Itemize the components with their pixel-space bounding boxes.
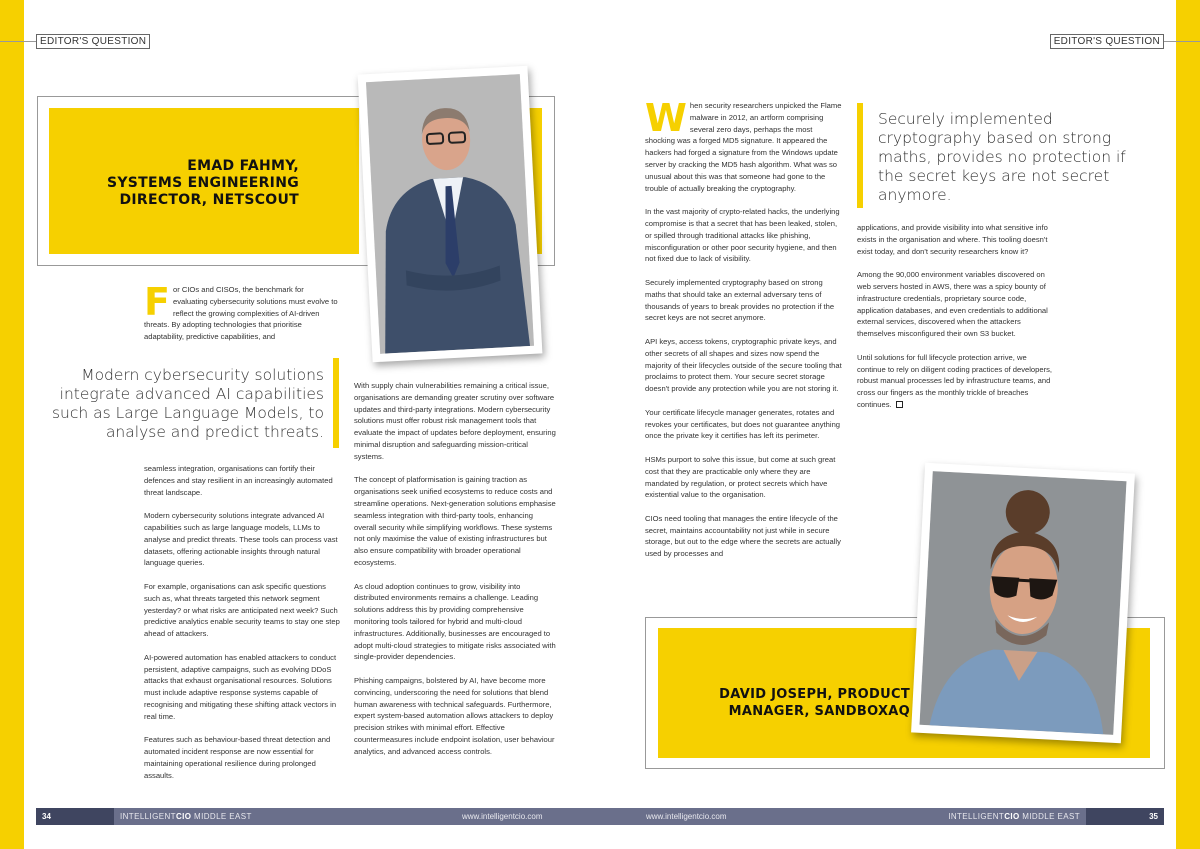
section-tag: EDITOR'S QUESTION [36, 34, 150, 49]
person-name: DAVID JOSEPH, PRODUCT MANAGER, SANDBOXAQ [719, 687, 910, 719]
paragraph: Features such as behaviour-based threat detection and automated incident response are now essential for maintaining operational resilience during prolonged assaults. [144, 735, 331, 780]
tag-rule [0, 41, 36, 42]
paragraph: With supply chain vulnerabilities remaining a critical issue, organisations are demanding greater scrutiny over software updates and third-party integrations. Modern cybersecurity solutions must offer robust risk management tools that evaluate the impact of updates before deployment, ensuring minimal disruption and safeguarding mission-critical systems. [354, 381, 556, 461]
name-card [49, 108, 359, 254]
brand-part: INTELLIGENT [948, 812, 1005, 821]
paragraph: Modern cybersecurity solutions integrate advanced AI capabilities such as large language models, LLMs to analyse and predict threats. These tools can process vast datasets, offering actionable insights through natural language queries. [144, 511, 338, 568]
paragraph: Your certificate lifecycle manager generates, rotates and revokes your certificates, but does not guarantee anything once the private key it certifies has left its perimeter. [645, 407, 841, 441]
paragraph [645, 96, 843, 194]
left-yellow-edge [0, 0, 24, 849]
paragraph: seamless integration, organisations can fortify their defences and stay resilient in an increasingly automated threat landscape. [144, 464, 333, 497]
paragraph [857, 352, 1057, 411]
pull-quote: Securely implemented cryptography based on strong maths, provides no protection if the secret keys are not secret anymore. [878, 110, 1126, 204]
paragraph: HSMs purport to solve this issue, but come at such great cost that they are practicable only where they are mandated by regulation, or protect secrets which have existential value to the organisation. [645, 454, 836, 500]
pull-quote: Modern cybersecurity solutions integrate advanced AI capabilities such as Large Language Models, to analyse and predict threats. [51, 366, 324, 441]
portrait-image [366, 74, 534, 354]
right-yellow-edge [1176, 0, 1200, 849]
footer-url[interactable]: www.intelligentcio.com [646, 812, 727, 821]
intro-text: hen security researchers unpicked the Flame malware in 2012, an artform comprising several zero days, perhaps the most shocking was a forged MD5 signature. It appeared the hackers had forged a signature from the Windows update server by cracking the MD5 hash algorithm. What was so unusual about this was that someone had gone to the trouble of actually breaking the cryptography. [645, 101, 842, 193]
brand-part: MIDDLE EAST [1019, 812, 1080, 821]
paragraph: As cloud adoption continues to grow, visibility into distributed environments remains a challenge. Leading solutions address this by providing comprehensive monitoring tools tailored for hybrid and multi-cloud infrastructures. Additionally, businesses are encouraged to adopt multi-cloud strategies to mitigate risks associated with single-provider dependencies. [354, 581, 556, 662]
person-name: EMAD FAHMY, SYSTEMS ENGINEERING DIRECTOR, NETSCOUT [106, 158, 299, 208]
publication-brand [120, 808, 252, 825]
pull-quote-bar [333, 358, 339, 448]
footer-right [600, 808, 1164, 825]
intro-text: or CIOs and CISOs, the benchmark for evaluating cybersecurity solutions must evolve to reflect the growing complexities of AI-driven threats. By adopting technologies that prioritise adaptability, predictive capabilities, and [144, 285, 338, 342]
paragraph: Among the 90,000 environment variables discovered on web servers hosted in AWS, there was a spicy bounty of infrastructure credentials, proprietary source code, application databases, and even credentials to additional external services, discovered when the attackers themselves misconfigured their own S3 bucket. [857, 270, 1048, 339]
portrait-photo [911, 463, 1135, 744]
body-column-4 [857, 222, 1057, 423]
publication-brand [948, 808, 1080, 825]
body-column-2 [354, 380, 556, 769]
end-of-article-square-icon [896, 401, 903, 408]
dropcap: F [144, 280, 170, 324]
footer-left [36, 808, 600, 825]
page-number: 34 [36, 808, 114, 825]
section-tag: EDITOR'S QUESTION [1050, 34, 1164, 49]
paragraph: Securely implemented cryptography based on strong maths that should take an external adversary tens of thousands of years to break provides no protection if the secret keys are not secret anymore. [645, 277, 835, 323]
paragraph: The concept of platformisation is gaining traction as organisations seek unified ecosystems to reduce costs and streamline operations. Next-generation solutions emphasise seamless integration with third-party tools, enhancing overall security while simplifying workflows. These systems not only maximise the value of existing infrastructures but also ensure compatibility with broader operational ecosystems. [354, 475, 556, 567]
brand-part-bold: CIO [175, 812, 192, 821]
brand-part: INTELLIGENT [120, 812, 176, 821]
paragraph: For example, organisations can ask specific questions such as, what threats targeted this network segment yesterday? or what risks are anticipated next week? Such predictive analytics enable security teams to stay one step ahead of attackers. [144, 581, 340, 639]
page-number: 35 [1086, 808, 1164, 825]
paragraph: API keys, access tokens, cryptographic private keys, and other secrets of all shapes and sizes now spend the majority of their lifecycles outside of the secure tooling that proclaims to protect them. Your secure secret storage doesn't provide any protection while you are not storing it. [645, 336, 842, 394]
person-illustration [919, 471, 1126, 735]
portrait-photo [358, 66, 543, 363]
intro-paragraph [144, 280, 340, 343]
paragraph: AI-powered automation has enabled attackers to conduct persistent, adaptive campaigns, such as evolving DDoS attacks that exhaust organisational resources. Solutions must include adaptive response systems capable of recognising and mitigating these shifting attack vectors in real time. [144, 652, 337, 721]
brand-part: MIDDLE EAST [191, 812, 252, 821]
paragraph: Phishing campaigns, bolstered by AI, have become more convincing, underscoring the need for solutions that blend human awareness with technical safeguards. Furthermore, expert system-based automation allows attackers to deploy precision strikes with minimal effort. Effective countermeasures include endpoint isolation, user behaviour analytics, and advanced access controls. [354, 675, 555, 756]
person-illustration [366, 74, 534, 354]
pull-quote-bar [857, 103, 863, 208]
body-column-3 [645, 96, 843, 572]
dropcap: W [645, 96, 687, 140]
paragraph: CIOs need tooling that manages the entire lifecycle of the secret, maintains accountability not just while in secure storage, but out to the edge where the secrets are actually used by processes and [645, 513, 841, 559]
tag-rule [1164, 41, 1200, 42]
paragraph: In the vast majority of crypto-related hacks, the underlying compromise is that a secret that has been leaked, stolen, or spilled through traditional attacks like phishing, misconfiguration or other poor security hygiene, and then not fixed due to lack of visibility. [645, 207, 840, 264]
footer-url[interactable]: www.intelligentcio.com [462, 812, 543, 821]
brand-part-bold: CIO [1004, 812, 1020, 821]
body-column-1 [144, 463, 342, 793]
paragraph-text: Until solutions for full lifecycle protection arrive, we continue to rely on diligent coding practices of developers, robust manual processes led by infrastructure teams, and cross our fingers as the monthly trickle of breaches continues. [857, 352, 1053, 409]
portrait-image [919, 471, 1126, 735]
paragraph: applications, and provide visibility into what sensitive info exists in the organisation and where. This tooling doesn't exist today, and don't security researchers know it? [857, 223, 1048, 256]
